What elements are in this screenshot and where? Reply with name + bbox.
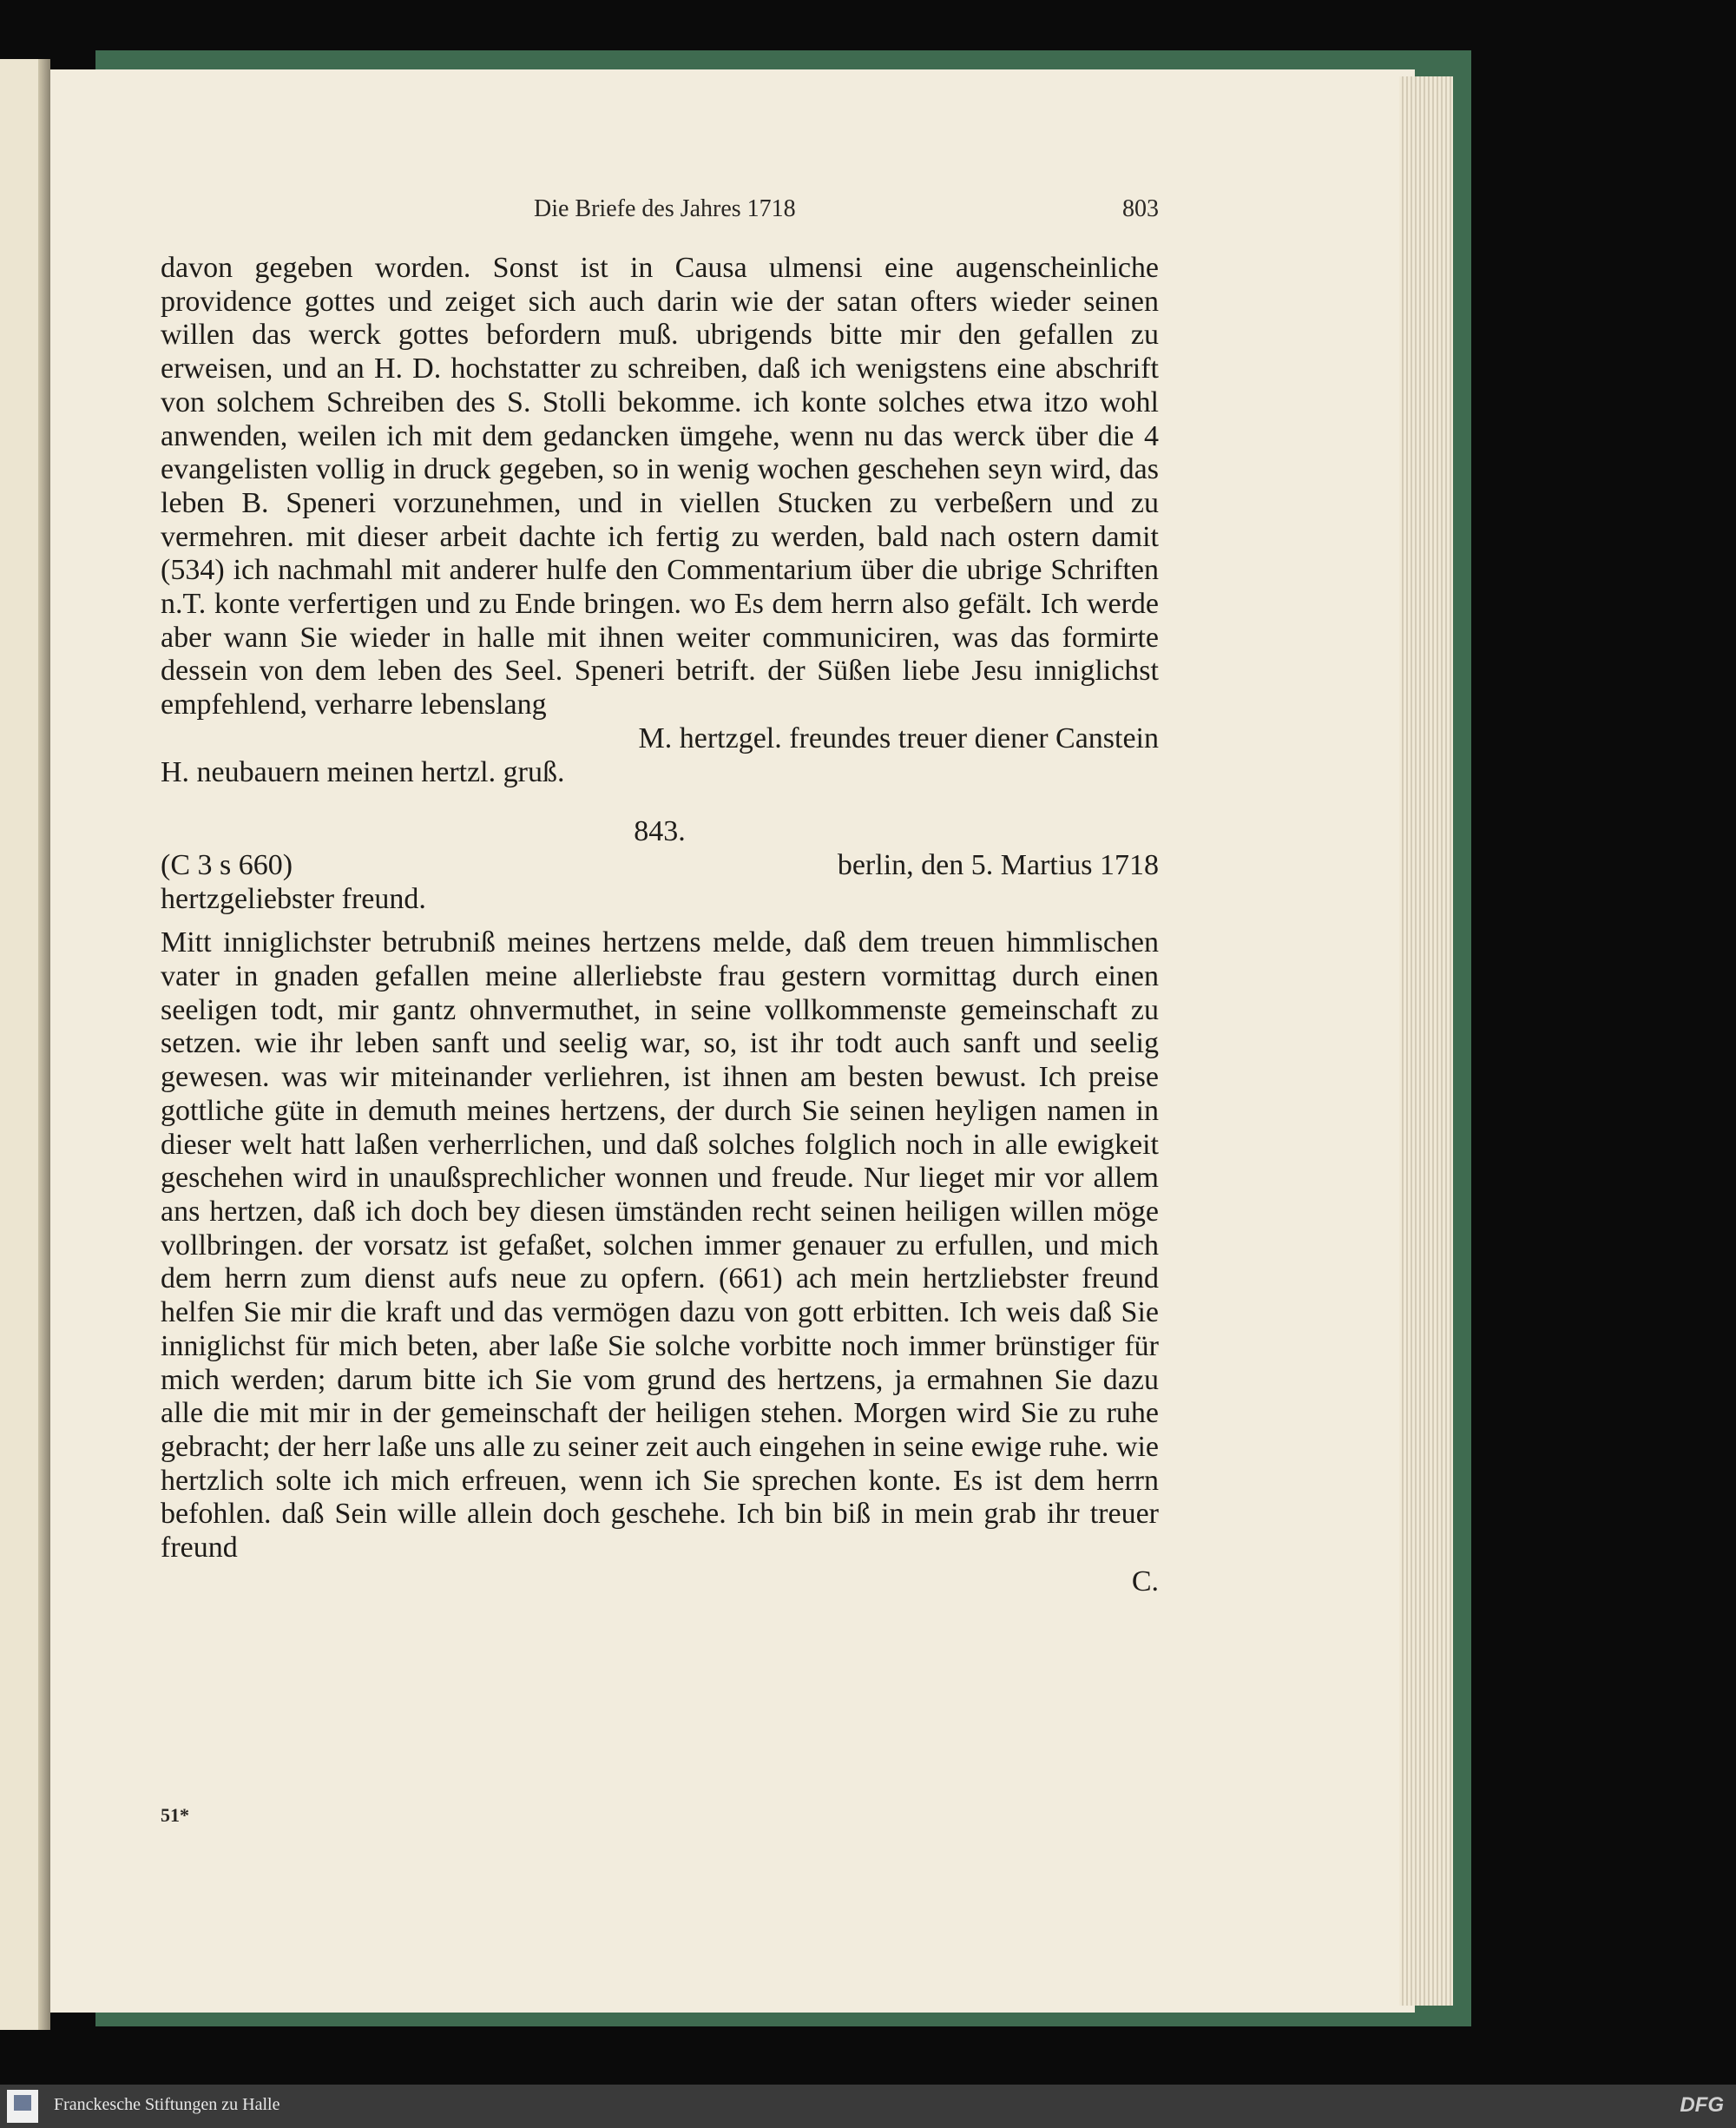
spacer	[161, 789, 1159, 815]
institution-name[interactable]: Franckesche Stiftungen zu Halle	[54, 2095, 280, 2114]
page-number: 803	[1122, 195, 1159, 222]
page-edges	[1399, 76, 1453, 2006]
place-date: berlin, den 5. Martius 1718	[837, 848, 1159, 881]
logo-emblem-icon	[14, 2095, 31, 2111]
letter-meta-row	[161, 849, 1159, 883]
letter-842-postscript: H. neubauern meinen hertzl. gruß.	[161, 755, 565, 788]
letter-843-signature: C.	[1131, 1565, 1159, 1598]
letter-number: 843.	[634, 815, 686, 848]
page-content	[161, 252, 1159, 1598]
running-title: Die Briefe des Jahres 1718	[534, 195, 796, 222]
source-reference: (C 3 s 660)	[161, 848, 293, 881]
footer-bar	[0, 2085, 1736, 2128]
page-header	[161, 195, 1159, 230]
signature-mark: 51*	[161, 1804, 189, 1826]
dfg-logo[interactable]: DFG	[1680, 2093, 1724, 2117]
spacer	[161, 916, 1159, 926]
institution-logo-icon	[7, 2090, 38, 2123]
letter-842-signature: M. hertzgel. freundes treuer diener Canstein	[638, 721, 1159, 754]
letter-842-text: davon gegeben worden. Sonst ist in Causa ulmensi eine augenscheinliche providence gottes und zeiget sich auch darin wie der satan ofters wieder seinen willen das werck gottes befordern muß. ubrigends bitte mir den gefallen zu erweisen, und an H. D. hochstatter zu schreiben, daß ich wenigstens eine abschrift von solchem Schreiben des S. Stolli bekomme. ich konte solches etwa itzo wohl anwenden, weilen ich mit dem gedancken ümgehe, wenn nu das werck über die 4 evangelisten vollig in druck gegeben, so in wenig wochen geschehen seyn wird, das leben B. Speneri vorzunehmen, und in viellen Stucken zu verbeßern und zu vermehren. mit dieser arbeit dachte ich fertig zu werden, bald nach ostern damit (534) ich nachmahl mit anderer hulfe den Commentarium über die ubrige Schriften n.T. konte verfertigen und zu Ende bringen. wo Es dem herrn also gefält. Ich werde aber wann Sie wieder in halle mit ihnen weiter communiciren, was das formirte dessein von dem leben des Seel. Speneri betrift. der Süßen liebe Jesu inniglichst empfehlend, verharre lebenslang	[161, 252, 1159, 721]
letter-843-body: Mitt inniglichster betrubniß meines hertzens melde, daß dem treuen himmlischen vater in gnaden gefallen meine allerliebste frau gestern vormittag durch einen seeligen todt, mir gantz ohnvermuthet, in seine vollkommenste gemeinschaft zu setzen. wie ihr leben sanft und seelig war, so, ist ihr todt auch sanft und seelig gewesen. was wir miteinander verliehren, ist ihnen am besten bewust. Ich preise gottliche güte in demuth meines hertzens, der durch Sie seinen heyligen namen in dieser welt hatt laßen verherrlichen, und daß solches folglich noch in alle ewigkeit geschehen wird in unaußsprechlicher wonnen und freude. Nur lieget mir vor allem ans hertzen, daß ich doch bey diesen ümständen recht seinen heiligen willen möge vollbringen. der vorsatz ist gefaßet, solchen immer genauer zu erfullen, und mich dem herrn zum dienst aufs neue zu opfern. (661) ach mein hertzliebster freund helfen Sie mir die kraft und das vermögen dazu von gott erbitten. Ich weis daß Sie inniglichst für mich beten, aber laße Sie solche vorbitte noch immer brünstiger für mich werden; darum bitte ich Sie vom grund des hertzens, ja ermahnen Sie dazu alle die mit mir in der gemeinschaft der heiligen stehen. Morgen wird Sie zu ruhe gebracht; der herr laße uns alle zu seiner zeit auch eingehen in seine ewige ruhe. wie hertzlich solte ich mich erfreuen, wenn ich Sie sprechen konte. Es ist dem herrn befohlen. daß Sein wille allein doch geschehe. Ich bin biß in mein grab ihr treuer freund	[161, 926, 1159, 1565]
book-gutter	[38, 59, 50, 2030]
salutation: hertzgeliebster freund.	[161, 882, 426, 915]
